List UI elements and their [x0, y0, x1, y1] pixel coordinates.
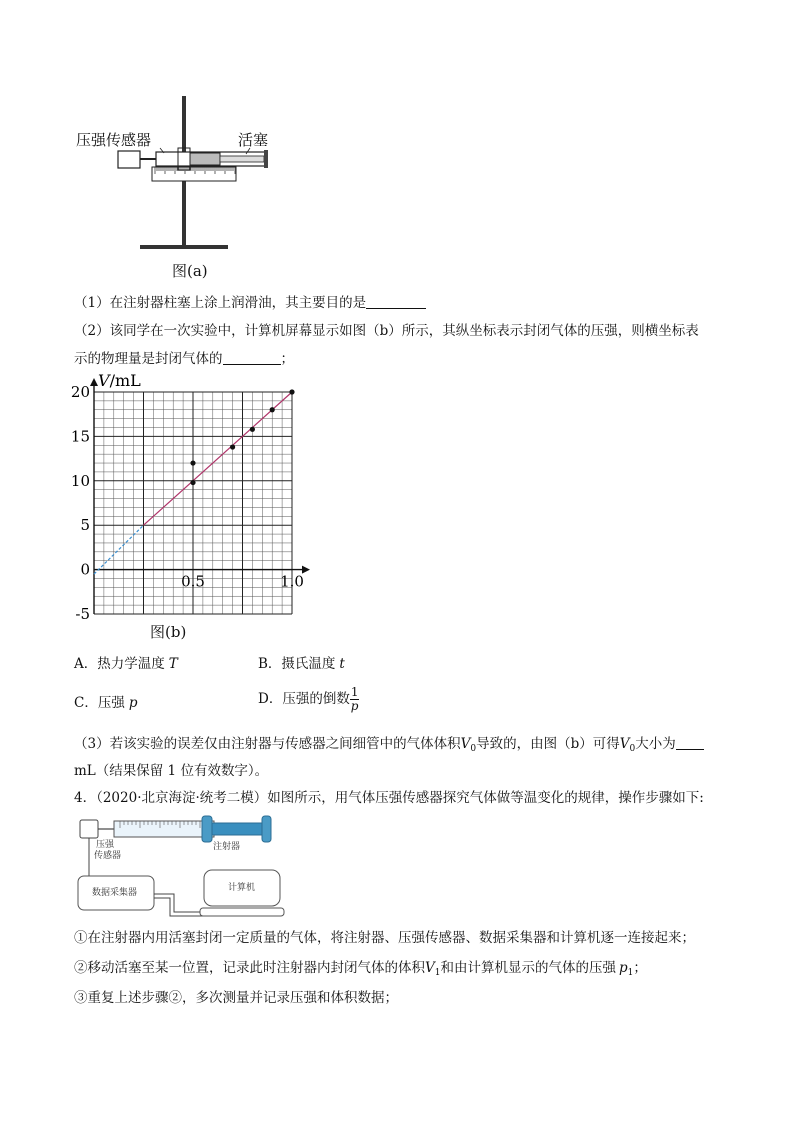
- pressure-sensor-box: [118, 151, 140, 168]
- option-b-label: B．摄氏温度: [258, 656, 336, 672]
- data-point: [190, 460, 195, 465]
- figure-a-caption: 图(a): [172, 262, 208, 280]
- v0-subscript-2: 0: [629, 744, 636, 754]
- syringe-scale: [152, 167, 236, 181]
- option-b-var: t: [339, 656, 345, 672]
- question-2-text: 示的物理量是封闭气体的: [74, 351, 223, 367]
- option-b[interactable]: [258, 655, 345, 673]
- question-3-part2: 导致的，由图（b）可得: [476, 736, 620, 752]
- q4-step-3: ③重复上述步骤②，多次测量并记录压强和体积数据；: [74, 990, 398, 1006]
- plunger-rod: [220, 156, 264, 162]
- q4-step-1: ①在注射器内用活塞封闭一定质量的气体，将注射器、压强传感器、数据采集器和计算机逐一连接起来；: [74, 930, 695, 946]
- q4-label-sensor: [96, 840, 121, 862]
- question-3-line1: [74, 735, 704, 758]
- q4-label-sensor-line2: 传感器: [94, 851, 122, 861]
- y-axis-label: V/mL: [98, 371, 141, 390]
- option-c-var: p: [128, 695, 138, 711]
- x-tick-label: 1.0: [280, 572, 304, 591]
- question-1-text: （1）在注射器柱塞上涂上润滑油，其主要目的是: [74, 295, 367, 311]
- q4-step-2-part2: 和由计算机显示的气体的压强: [440, 960, 616, 976]
- v0-subscript: 0: [470, 744, 477, 754]
- option-c-label: C．压强: [74, 695, 125, 711]
- label-pressure-sensor: 压强传感器: [76, 131, 152, 149]
- q4-piston: [202, 816, 212, 842]
- plunger-handle: [264, 150, 268, 168]
- piston: [190, 153, 220, 165]
- y-tick-label: 10: [70, 471, 90, 490]
- q4-step-2-part1: ②移动活塞至某一位置，记录此时注射器内封闭气体的体积: [74, 960, 425, 976]
- question-3-part1: （3）若该实验的误差仅由注射器与传感器之间细管中的气体体积: [74, 736, 461, 752]
- data-point: [289, 389, 294, 394]
- question-3-part3: 大小为: [635, 736, 676, 752]
- y-tick-label: -5: [75, 605, 90, 623]
- option-d-label: D．压强的倒数: [258, 691, 350, 707]
- p1-symbol: p: [618, 960, 628, 976]
- v0-symbol: V: [460, 736, 471, 752]
- question-2-line2: [74, 350, 294, 368]
- question-1: [74, 294, 426, 312]
- data-point: [190, 480, 195, 485]
- option-a[interactable]: [74, 655, 178, 673]
- option-a-label: A．热力学温度: [74, 656, 165, 672]
- q4-computer-base: [200, 908, 284, 916]
- extrapolation-line: [94, 525, 144, 574]
- q4-step-2-end: ；: [633, 960, 647, 976]
- v1-symbol: V: [425, 960, 435, 976]
- y-tick-label: 15: [70, 427, 90, 446]
- q4-plunger-rod: [212, 823, 264, 835]
- figure-b-chart: [60, 370, 320, 630]
- figure-b-caption: 图(b): [150, 623, 187, 641]
- figure-a-apparatus: [100, 90, 300, 256]
- stand-base: [140, 245, 228, 249]
- q4-label-sensor-line1: 压强: [96, 840, 115, 850]
- x-tick-label: 0.5: [181, 572, 205, 591]
- y-axis-arrow: [90, 378, 98, 386]
- question-3-line2: mL（结果保留 1 位有效数字）。: [74, 763, 269, 779]
- y-tick-label: 5: [80, 516, 90, 535]
- option-c[interactable]: [74, 694, 138, 712]
- data-point: [250, 427, 255, 432]
- question-2-end: ；: [280, 351, 294, 367]
- q4-sensor-box: [80, 820, 98, 838]
- answer-blank-1[interactable]: [366, 294, 426, 309]
- answer-blank-2[interactable]: [223, 350, 281, 365]
- question-4-title: 4．（2020·北京海淀·统考二模）如图所示，用气体压强传感器探究气体做等温变化的规律，操作步骤如下:: [74, 790, 704, 806]
- p1-subscript: 1: [627, 968, 634, 978]
- answer-blank-3[interactable]: [676, 735, 704, 750]
- figure-q4-apparatus: [74, 812, 294, 922]
- y-tick-label: 0: [80, 560, 90, 579]
- q4-label-computer: 计算机: [228, 883, 256, 893]
- y-tick-label: 20: [70, 383, 90, 401]
- option-d-fraction: $\frac{1}{p}$: [350, 685, 359, 713]
- data-point: [230, 444, 235, 449]
- v1-subscript: 1: [434, 968, 441, 978]
- q4-plunger-handle: [262, 816, 271, 842]
- q4-label-collector: 数据采集器: [92, 888, 138, 898]
- v0-symbol-2: V: [619, 736, 630, 752]
- option-d[interactable]: [258, 686, 359, 713]
- option-a-var: T: [168, 656, 178, 672]
- data-point: [270, 407, 275, 412]
- fit-line: [144, 392, 293, 525]
- q4-step-2: [74, 959, 647, 982]
- q4-label-syringe: 注射器: [213, 842, 241, 852]
- label-piston: 活塞: [238, 131, 269, 149]
- question-2-line1: （2）该同学在一次实验中，计算机屏幕显示如图（b）所示，其纵坐标表示封闭气体的压强，则横坐标表: [74, 323, 699, 339]
